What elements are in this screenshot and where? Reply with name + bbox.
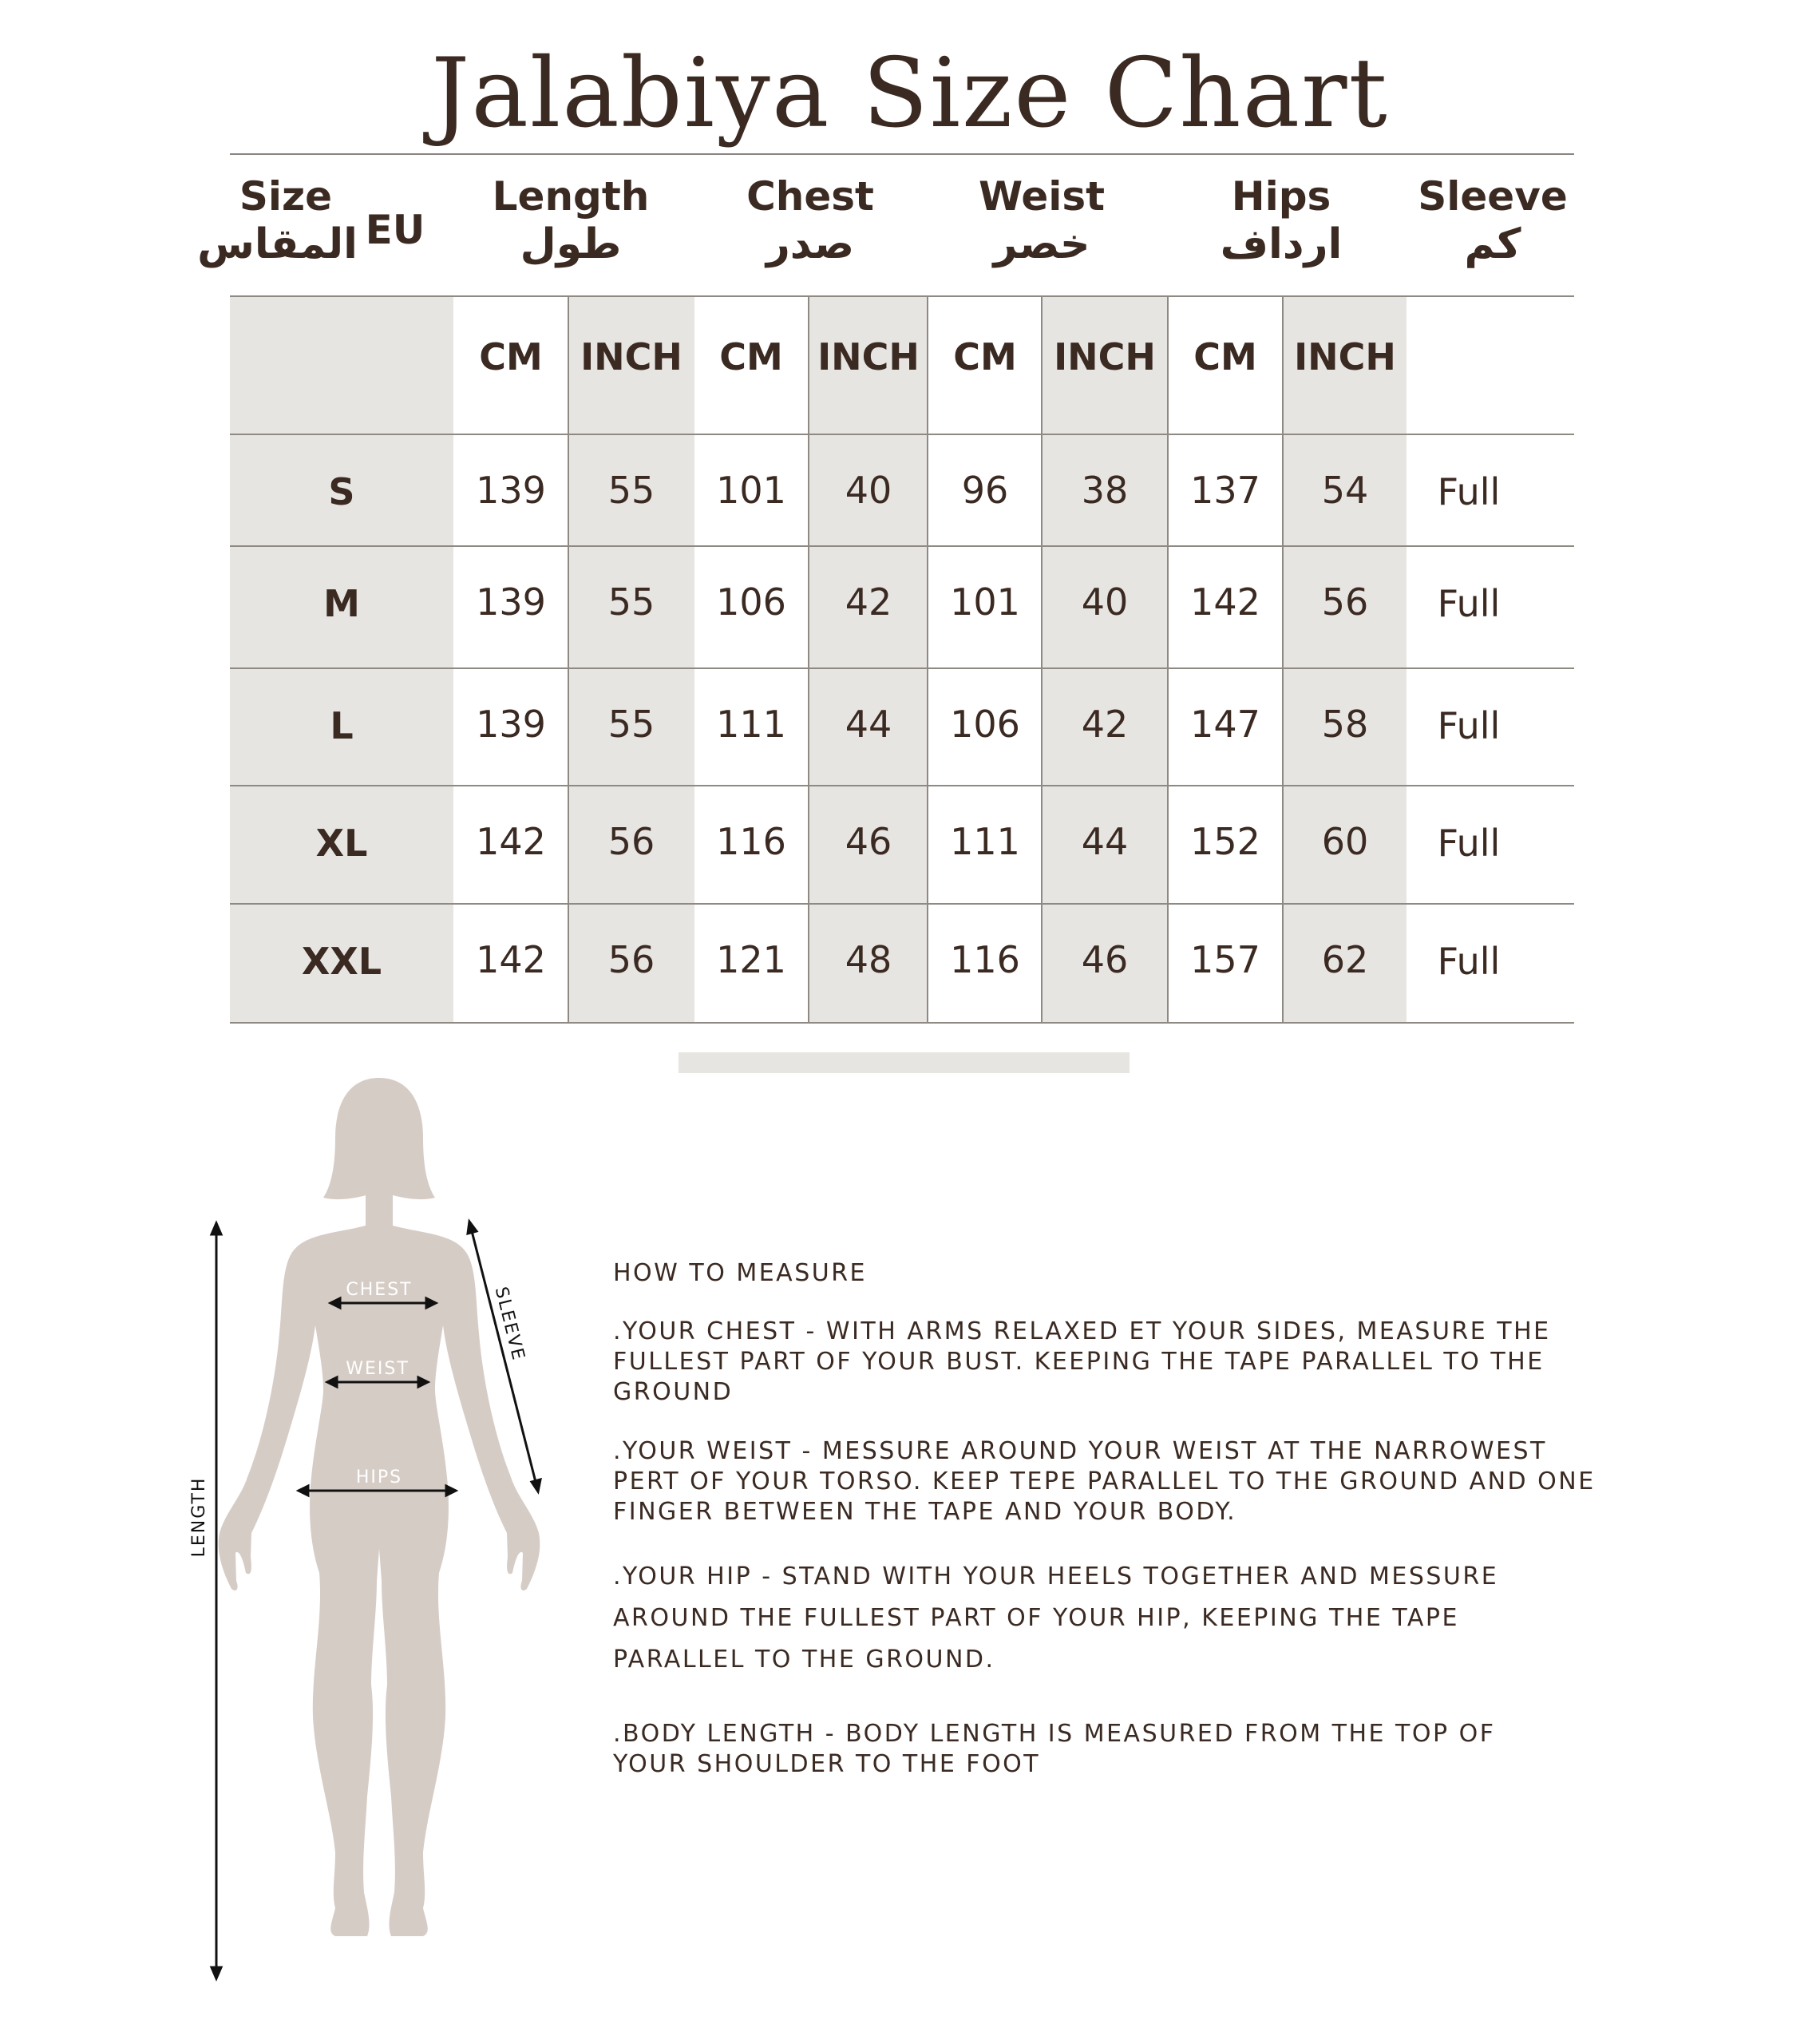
measure-cell: 55 [607, 703, 655, 746]
scroll-bar [679, 1052, 1130, 1073]
title-rule [230, 153, 1574, 155]
sleeve-cell: Full [1437, 582, 1501, 625]
page-title: Jalabiya Size Chart [431, 38, 1389, 149]
silhouette [219, 1078, 540, 1936]
measure-cell: 139 [476, 703, 546, 746]
header-chest-en: Chest [746, 173, 874, 220]
row-divider [230, 785, 1574, 786]
row-divider [230, 295, 1574, 297]
measure-cell: 56 [1321, 580, 1369, 624]
header-hips [1189, 172, 1373, 268]
header-chest [718, 172, 902, 268]
measure-cell: 157 [1190, 938, 1260, 981]
measure-cell: 139 [476, 580, 546, 624]
col-divider [927, 297, 928, 1024]
header-chest-ar: صدر [766, 220, 855, 268]
row-divider [230, 434, 1574, 435]
sleeve-cell: Full [1437, 470, 1501, 513]
how-to-measure [613, 1258, 1651, 1780]
unit-header: INCH [817, 335, 920, 378]
col-divider [1041, 297, 1043, 1024]
header-length-en: Length [492, 173, 650, 220]
weist-inch-bg [1042, 297, 1168, 1024]
col-divider [1167, 297, 1169, 1024]
measure-cell: 56 [607, 938, 655, 981]
unit-header: INCH [580, 335, 682, 378]
row-divider [230, 667, 1574, 669]
measure-cell: 116 [950, 938, 1020, 981]
col-divider [568, 297, 569, 1024]
measure-cell: 58 [1321, 703, 1369, 746]
size-column-bg [230, 297, 453, 1024]
header-length-ar: طول [520, 220, 622, 268]
header-sleeve [1401, 172, 1585, 268]
measure-cell: 42 [1081, 703, 1129, 746]
unit-header: CM [719, 335, 783, 378]
unit-header: CM [953, 335, 1017, 378]
measure-cell: 44 [1081, 820, 1129, 863]
header-hips-en: Hips [1231, 173, 1331, 220]
header-hips-ar: ارداف [1220, 220, 1343, 268]
measure-cell: 139 [476, 469, 546, 512]
weist-instruction: .YOUR WEIST - MESSURE AROUND YOUR WEIST AT THE NARROWEST PERT OF YOUR TORSO. KEEP TEPE PARALLEL TO THE GROUND AND ONE FINGER BETWEEN THE TAPE AND YOUR BODY. [613, 1437, 1596, 1526]
sleeve-cell: Full [1437, 822, 1501, 865]
weist-label: WEIST [346, 1359, 410, 1379]
measure-cell: 137 [1190, 469, 1260, 512]
row-divider [230, 1022, 1574, 1024]
measure-cell: 111 [716, 703, 786, 746]
row-divider [230, 545, 1574, 547]
size-cell: L [330, 704, 354, 747]
header-weist-en: Weist [978, 173, 1106, 220]
measure-cell: 152 [1190, 820, 1260, 863]
unit-header: CM [1193, 335, 1257, 378]
measure-cell: 55 [607, 469, 655, 512]
size-cell: S [328, 470, 355, 513]
header-size [197, 172, 358, 268]
hips-inch-bg [1284, 297, 1407, 1024]
sleeve-cell: Full [1437, 704, 1501, 747]
measure-cell: 116 [716, 820, 786, 863]
measure-cell: 54 [1321, 469, 1369, 512]
header-weist-ar: خصر [993, 220, 1090, 268]
length-inch-bg [568, 297, 694, 1024]
measure-cell: 101 [716, 469, 786, 512]
measure-cell: 142 [476, 938, 546, 981]
measure-cell: 101 [950, 580, 1020, 624]
measure-cell: 42 [845, 580, 892, 624]
header-weist [950, 172, 1134, 268]
measure-cell: 106 [950, 703, 1020, 746]
header-eu: EU [365, 207, 425, 253]
measure-cell: 56 [607, 820, 655, 863]
measure-cell: 147 [1190, 703, 1260, 746]
measure-cell: 48 [845, 938, 892, 981]
sleeve-cell: Full [1437, 940, 1501, 983]
row-divider [230, 903, 1574, 905]
size-cell: XL [315, 822, 368, 865]
measure-cell: 142 [476, 820, 546, 863]
measure-cell: 38 [1081, 469, 1129, 512]
col-divider [1282, 297, 1284, 1024]
body-measurement-figure [176, 1062, 559, 1988]
unit-header: INCH [1054, 335, 1156, 378]
chest-instruction: .YOUR CHEST - WITH ARMS RELAXED ET YOUR SIDES, MEASURE THE FULLEST PART OF YOUR BUST. KEEPING THE TAPE PARALLEL TO THE GROUND [613, 1317, 1551, 1406]
header-sleeve-en: Sleeve [1418, 173, 1568, 220]
measure-cell: 40 [845, 469, 892, 512]
measure-cell: 55 [607, 580, 655, 624]
chest-inch-bg [809, 297, 928, 1024]
header-length [479, 172, 663, 268]
header-size-en: Size [239, 173, 333, 220]
hips-label: HIPS [355, 1468, 403, 1487]
length-instruction: .BODY LENGTH - BODY LENGTH IS MEASURED FROM THE TOP OF YOUR SHOULDER TO THE FOOT [613, 1720, 1496, 1778]
measure-cell: 121 [716, 938, 786, 981]
measure-cell: 142 [1190, 580, 1260, 624]
header-sleeve-ar: كم [1464, 220, 1521, 268]
length-label: LENGTH [189, 1476, 209, 1558]
chest-label: CHEST [346, 1280, 413, 1300]
col-divider [808, 297, 809, 1024]
measure-cell: 96 [961, 469, 1009, 512]
measure-cell: 60 [1321, 820, 1369, 863]
unit-header: INCH [1294, 335, 1396, 378]
measure-cell: 111 [950, 820, 1020, 863]
size-cell: M [323, 582, 360, 625]
unit-header: CM [479, 335, 543, 378]
measure-cell: 46 [845, 820, 892, 863]
measure-cell: 106 [716, 580, 786, 624]
measure-cell: 46 [1081, 938, 1129, 981]
measure-cell: 40 [1081, 580, 1129, 624]
how-to-measure-heading: HOW TO MEASURE [613, 1259, 868, 1287]
measure-cell: 44 [845, 703, 892, 746]
header-size-ar: المقاس [197, 220, 358, 268]
sleeve-label: SLEEVE [490, 1285, 528, 1364]
measure-cell: 62 [1321, 938, 1369, 981]
size-cell: XXL [301, 940, 382, 983]
hip-instruction: .YOUR HIP - STAND WITH YOUR HEELS TOGETHER AND MESSURE AROUND THE FULLEST PART OF YOUR HIP, KEEPING THE TAPE PARALLEL TO THE GROUND. [613, 1563, 1499, 1674]
